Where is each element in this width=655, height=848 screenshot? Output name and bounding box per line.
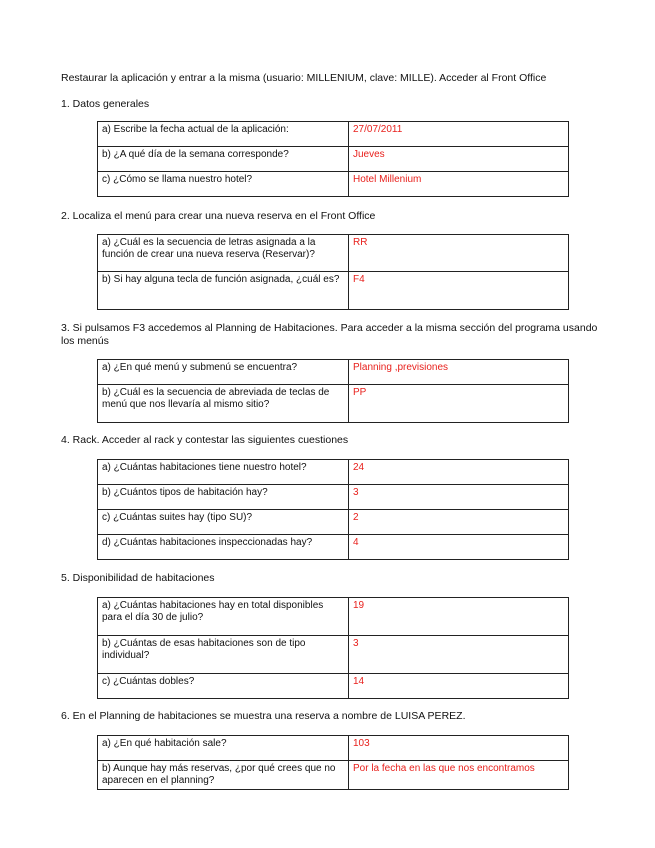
question-cell: a) Escribe la fecha actual de la aplicación: xyxy=(98,122,349,147)
answer-cell: 24 xyxy=(349,460,569,485)
question-cell: a) ¿Cuál es la secuencia de letras asignada a la función de crear una nueva reserva (Reservar)? xyxy=(98,235,349,272)
question-cell: a) ¿Cuántas habitaciones tiene nuestro hotel? xyxy=(98,460,349,485)
answer-cell: Hotel Millenium xyxy=(349,172,569,197)
table-row xyxy=(98,510,569,535)
answer-cell: 4 xyxy=(349,535,569,560)
question-cell: c) ¿Cómo se llama nuestro hotel? xyxy=(98,172,349,197)
table-row xyxy=(98,385,569,423)
qa-table xyxy=(97,234,569,310)
question-cell: a) ¿En qué menú y submenú se encuentra? xyxy=(98,360,349,385)
table-row xyxy=(98,485,569,510)
answer-cell: 2 xyxy=(349,510,569,535)
qa-table xyxy=(97,359,569,423)
question-cell: b) ¿A qué día de la semana corresponde? xyxy=(98,147,349,172)
table-row xyxy=(98,535,569,560)
section-title: 3. Si pulsamos F3 accedemos al Planning de Habitaciones. Para acceder a la misma sección del programa usando los menús xyxy=(61,322,598,347)
question-cell: b) ¿Cuántas de esas habitaciones son de tipo individual? xyxy=(98,636,349,674)
qa-table xyxy=(97,735,569,790)
question-cell: d) ¿Cuántas habitaciones inspeccionadas hay? xyxy=(98,535,349,560)
answer-cell: 3 xyxy=(349,636,569,674)
answer-cell: PP xyxy=(349,385,569,423)
table-row xyxy=(98,598,569,636)
answer-cell: RR xyxy=(349,235,569,272)
qa-table xyxy=(97,459,569,560)
table-row xyxy=(98,674,569,699)
answer-cell: 27/07/2011 xyxy=(349,122,569,147)
answer-cell: Planning ,previsiones xyxy=(349,360,569,385)
question-cell: b) Si hay alguna tecla de función asignada, ¿cuál es? xyxy=(98,272,349,310)
table-row xyxy=(98,761,569,790)
table-row xyxy=(98,272,569,310)
question-cell: b) Aunque hay más reservas, ¿por qué crees que no aparecen en el planning? xyxy=(98,761,349,790)
question-cell: b) ¿Cuál es la secuencia de abreviada de teclas de menú que nos llevaría al mismo sitio? xyxy=(98,385,349,423)
section-title: 4. Rack. Acceder al rack y contestar las siguientes cuestiones xyxy=(61,434,349,446)
answer-cell: Jueves xyxy=(349,147,569,172)
intro-text: Restaurar la aplicación y entrar a la misma (usuario: MILLENIUM, clave: MILLE). Acceder al Front Office xyxy=(61,72,547,84)
table-row xyxy=(98,460,569,485)
table-row xyxy=(98,636,569,674)
table-row xyxy=(98,122,569,147)
answer-cell: 103 xyxy=(349,736,569,761)
question-cell: c) ¿Cuántas dobles? xyxy=(98,674,349,699)
table-row xyxy=(98,736,569,761)
section-title: 6. En el Planning de habitaciones se muestra una reserva a nombre de LUISA PEREZ. xyxy=(61,710,466,722)
table-row xyxy=(98,235,569,272)
section-title: 1. Datos generales xyxy=(61,98,150,110)
answer-cell: 19 xyxy=(349,598,569,636)
section-title: 2. Localiza el menú para crear una nueva reserva en el Front Office xyxy=(61,210,376,222)
section-title: 5. Disponibilidad de habitaciones xyxy=(61,572,215,584)
qa-table xyxy=(97,121,569,197)
question-cell: a) ¿En qué habitación sale? xyxy=(98,736,349,761)
question-cell: c) ¿Cuántas suites hay (tipo SU)? xyxy=(98,510,349,535)
qa-table xyxy=(97,597,569,699)
question-cell: a) ¿Cuántas habitaciones hay en total disponibles para el día 30 de julio? xyxy=(98,598,349,636)
answer-cell: 3 xyxy=(349,485,569,510)
answer-cell: F4 xyxy=(349,272,569,310)
answer-cell: 14 xyxy=(349,674,569,699)
table-row xyxy=(98,172,569,197)
question-cell: b) ¿Cuántos tipos de habitación hay? xyxy=(98,485,349,510)
table-row xyxy=(98,360,569,385)
table-row xyxy=(98,147,569,172)
answer-cell: Por la fecha en las que nos encontramos xyxy=(349,761,569,790)
